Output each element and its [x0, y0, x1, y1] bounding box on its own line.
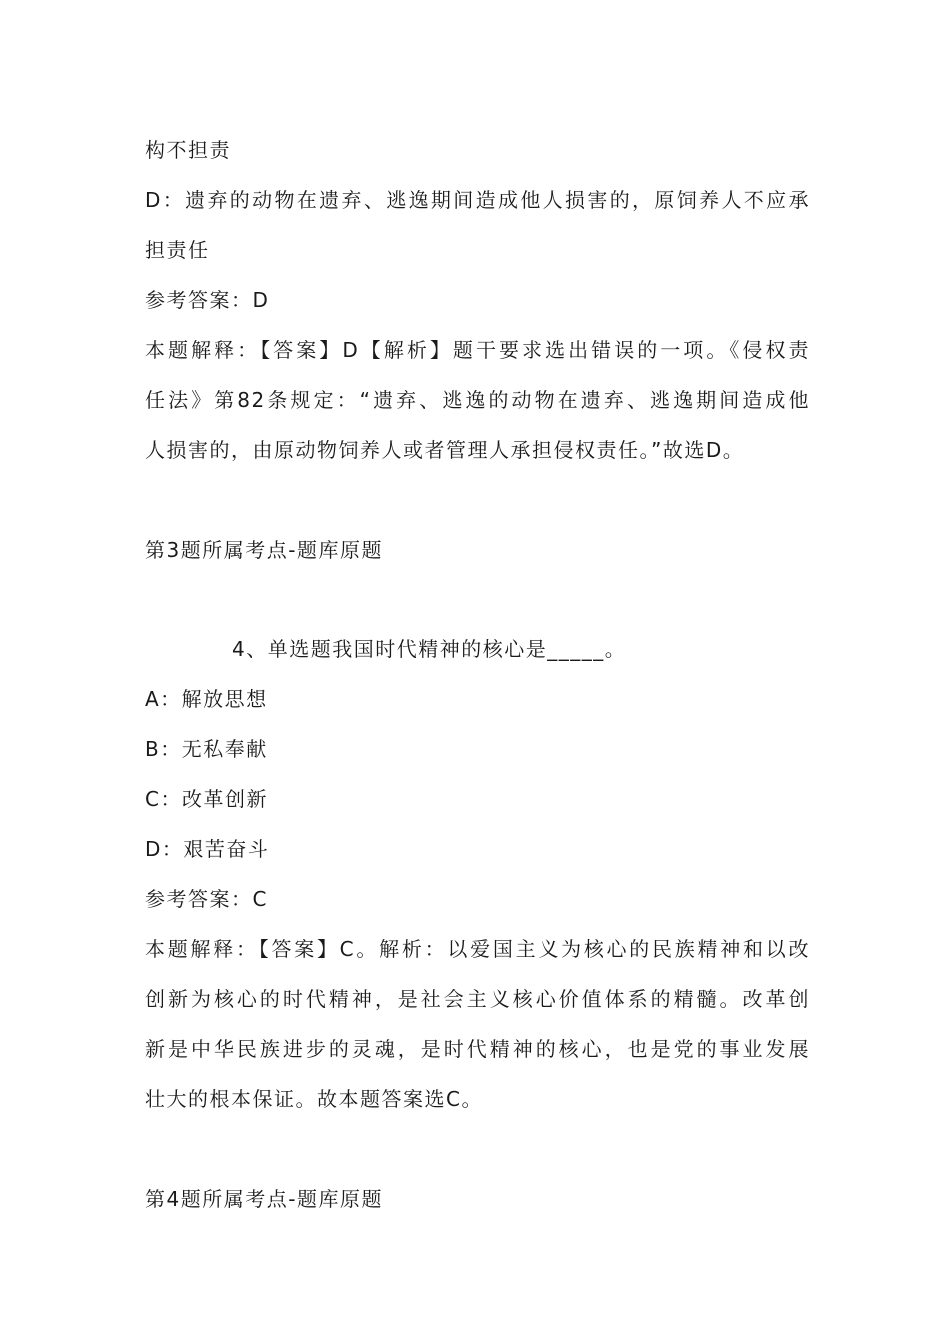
- q4-explanation-line3: 新是中华民族进步的灵魂，是时代精神的核心，也是党的事业发展: [145, 1037, 810, 1061]
- q4-option-c: C：改革创新: [145, 787, 268, 811]
- q4-explanation-line2: 创新为核心的时代精神，是社会主义核心价值体系的精髓。改革创: [145, 987, 810, 1011]
- q3-answer: 参考答案：D: [145, 288, 270, 312]
- q3-option-c-continuation: 构不担责: [145, 138, 231, 162]
- q4-stem: 4、单选题我国时代精神的核心是_____。: [232, 637, 627, 661]
- q4-option-d: D：艰苦奋斗: [145, 837, 270, 861]
- q3-explanation-line2: 任法》第82条规定：“遗弃、逃逸的动物在遗弃、逃逸期间造成他: [145, 388, 810, 412]
- q4-topic: 第4题所属考点-题库原题: [145, 1187, 383, 1211]
- q4-explanation-line1: 本题解释：【答案】C。解析：以爱国主义为核心的民族精神和以改: [145, 937, 810, 961]
- q4-option-b: B：无私奉献: [145, 737, 268, 761]
- q3-option-d-line2: 担责任: [145, 238, 210, 262]
- q4-answer: 参考答案：C: [145, 887, 268, 911]
- q3-topic: 第3题所属考点-题库原题: [145, 538, 383, 562]
- q3-explanation-line3: 人损害的，由原动物饲养人或者管理人承担侵权责任。”故选D。: [145, 438, 745, 462]
- q4-option-a: A：解放思想: [145, 687, 268, 711]
- q3-explanation-line1: 本题解释：【答案】D【解析】题干要求选出错误的一项。《侵权责: [145, 338, 810, 362]
- q4-explanation-line4: 壮大的根本保证。故本题答案选C。: [145, 1087, 483, 1111]
- q3-option-d-line1: D：遗弃的动物在遗弃、逃逸期间造成他人损害的，原饲养人不应承: [145, 188, 810, 212]
